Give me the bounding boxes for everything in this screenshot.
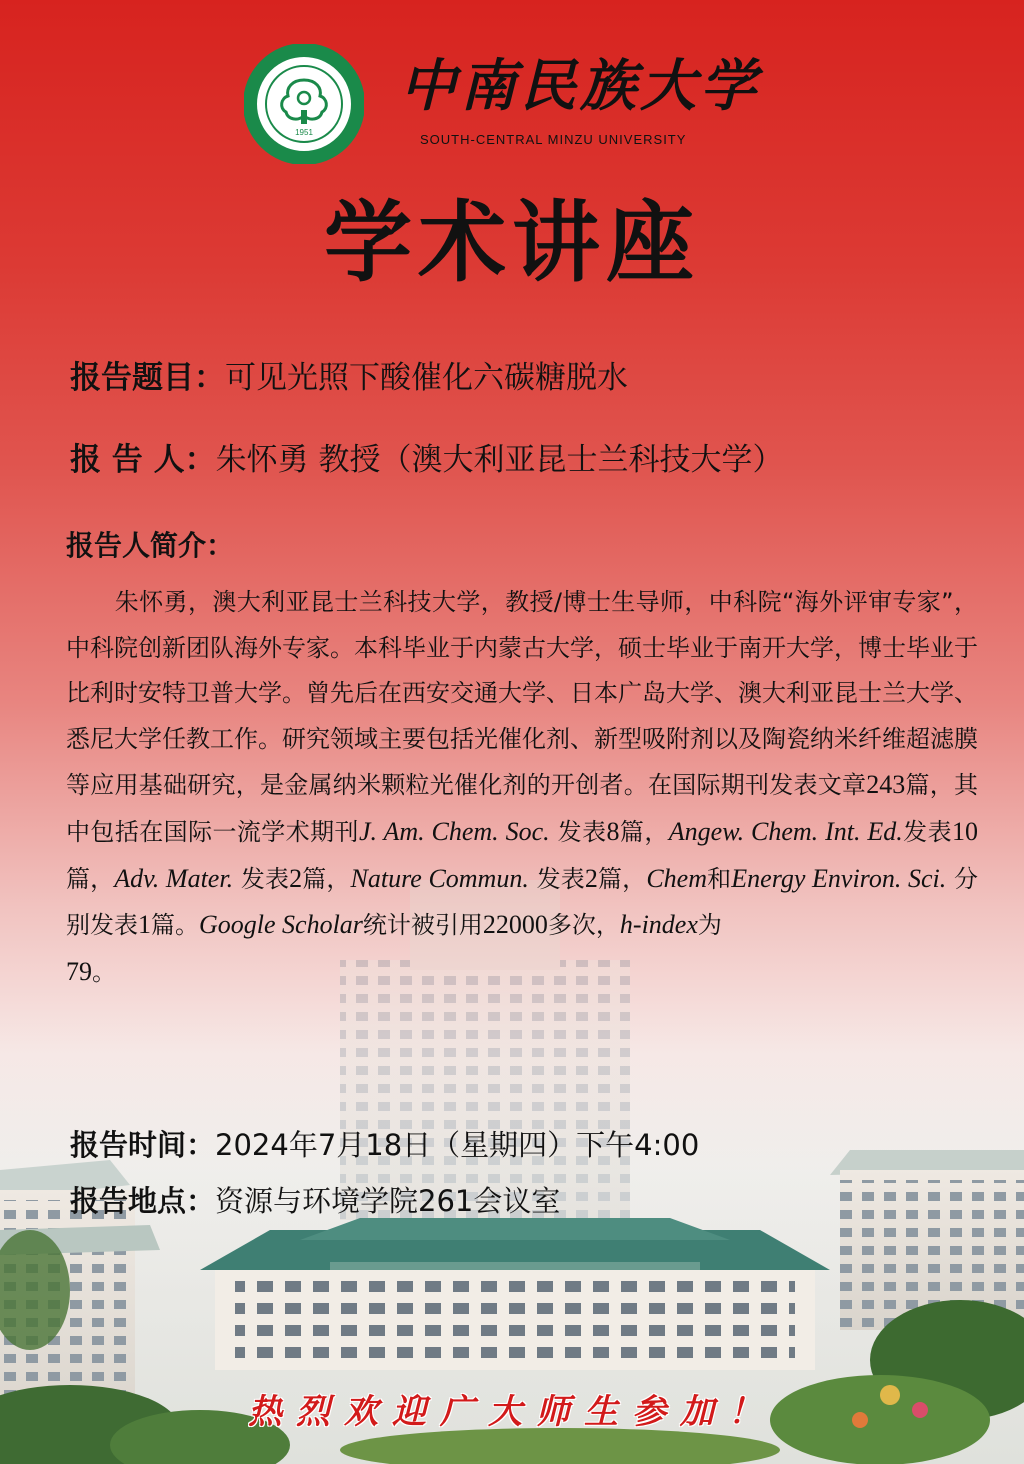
speaker-value: 朱怀勇 教授（澳大利亚昆士兰科技大学） [215, 442, 784, 478]
university-seal-icon [244, 44, 364, 164]
metric-name: h-index [619, 910, 698, 940]
journal-name: Nature Commun. [350, 863, 529, 893]
time-value: 2024年7月18日（星期四）下午4:00 [215, 1128, 700, 1162]
place-label: 报告地点： [70, 1184, 216, 1218]
journal-name: J. Am. Chem. Soc. [358, 816, 550, 846]
topic-row [70, 358, 628, 398]
journal-name: Energy Environ. Sci. [731, 863, 947, 893]
bio-heading: 报告人简介： [66, 529, 235, 562]
speaker-row [70, 440, 783, 480]
place-row [70, 1182, 560, 1220]
poster-title: 学术讲座 [323, 191, 700, 294]
journal-name: Adv. Mater. [114, 863, 234, 893]
welcome-slogan: 热烈欢迎广大师生参加！ [248, 1392, 776, 1432]
metric-source: Google Scholar [199, 910, 363, 940]
svg-text:1951: 1951 [295, 128, 313, 137]
speaker-label: 报 告 人： [70, 442, 216, 478]
time-label: 报告时间： [70, 1128, 216, 1162]
university-name-chinese: 中南民族大学 [400, 53, 760, 119]
time-row [70, 1126, 699, 1164]
university-name-english: SOUTH-CENTRAL MINZU UNIVERSITY [420, 132, 687, 147]
topic-label: 报告题目： [70, 360, 225, 396]
place-value: 资源与环境学院261会议室 [215, 1184, 561, 1218]
journal-name: Chem [646, 863, 707, 893]
journal-name: Angew. Chem. Int. Ed. [668, 816, 903, 846]
topic-value: 可见光照下酸催化六碳糖脱水 [225, 360, 628, 396]
speaker-bio: 朱怀勇，澳大利亚昆士兰科技大学，教授/博士生导师，中科院“海外评审专家”，中科院创新团队海外专家。本科毕业于内蒙古大学，硕士毕业于南开大学，博士毕业于比利时安特卫普大学。曾先后在西安交通大学、日本广岛大学、澳大利亚昆士兰大学、悉尼大学任教工作。研究领域主要包括光催化剂、新型吸附剂以及陶瓷纳米纤维超滤膜等应用基础研究，是金属纳米颗粒光催化剂的开创者。在国际期刊发表文章243篇，其中包括在国际一流学术期刊J. Am. Chem. Soc. 发表8篇，Angew. Chem. Int. Ed.发表10篇，Adv. Mater. 发表2篇，Nature Commun. 发表2篇，Chem和Energy Environ. Sci. 分别发表1篇。Google Scholar统计被引用22000多次，h-index为 79。 [66, 588, 979, 986]
